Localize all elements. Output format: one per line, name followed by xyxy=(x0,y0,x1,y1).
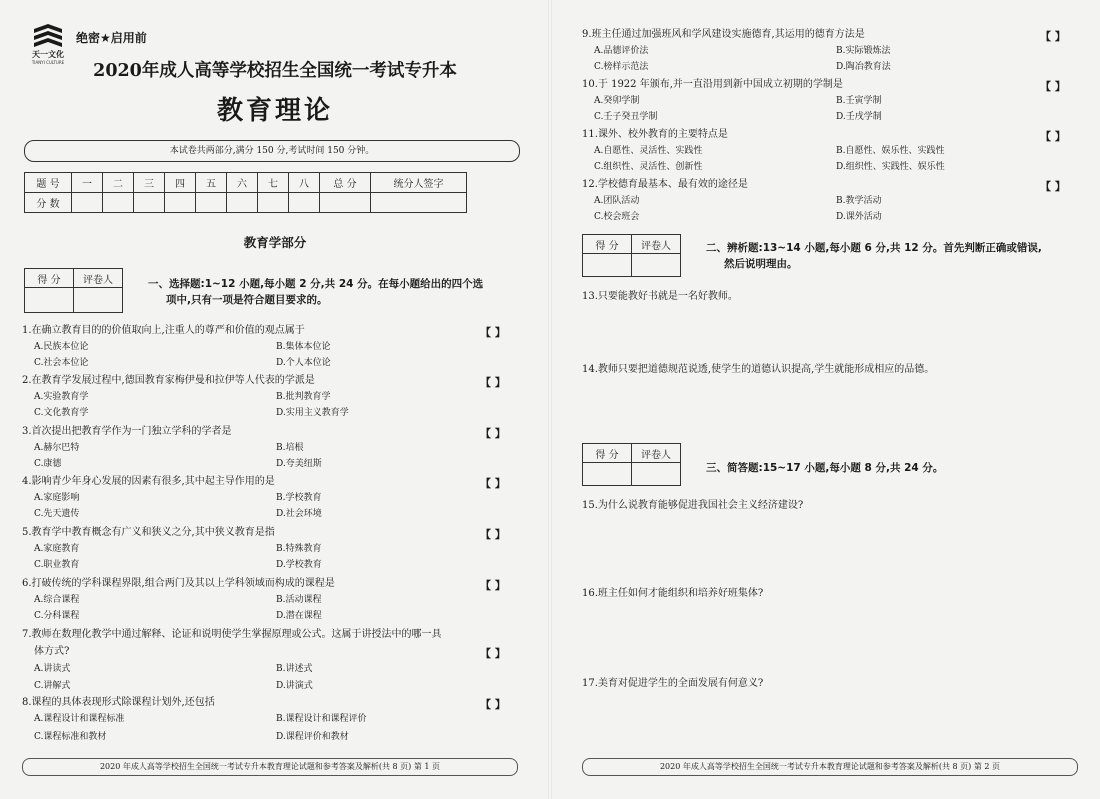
score-input-cell[interactable] xyxy=(289,193,320,213)
option-a[interactable]: A.自愿性、灵活性、实践性 xyxy=(594,146,703,156)
option-b[interactable]: B.学校教育 xyxy=(276,493,322,503)
option-b[interactable]: B.培根 xyxy=(276,443,304,453)
option-c[interactable]: C.讲解式 xyxy=(34,681,71,691)
option-c[interactable]: C.分科课程 xyxy=(34,611,80,621)
question-14-stem: 14.教师只要把道德规范说透,使学生的道德认识提高,学生就能形成相应的品德。 xyxy=(582,364,935,375)
option-d[interactable]: D.社会环境 xyxy=(276,509,322,519)
option-a[interactable]: A.讲读式 xyxy=(34,664,71,674)
option-d[interactable]: D.潜在课程 xyxy=(276,611,322,621)
score-table xyxy=(24,172,467,213)
score-table-cell: 五 xyxy=(196,173,227,193)
answer-bracket[interactable]: 【 】 xyxy=(480,376,506,389)
option-a[interactable]: A.品德评价法 xyxy=(594,46,649,56)
grader-score-label: 得 分 xyxy=(583,235,632,254)
question-7-stem: 7.教师在数理化教学中通过解释、论证和说明使学生掌握原理或公式。这属于讲授法中的哪一具 xyxy=(22,629,442,640)
option-d[interactable]: D.陶冶教育法 xyxy=(836,62,891,72)
question-15-stem: 15.为什么说教育能够促进我国社会主义经济建设? xyxy=(582,500,804,511)
question-10-stem: 10.于 1922 年颁布,并一直沿用到新中国成立初期的学制是 xyxy=(582,79,843,90)
option-b[interactable]: B.壬寅学制 xyxy=(836,96,882,106)
option-c[interactable]: C.壬子癸丑学制 xyxy=(594,112,658,122)
question-13-stem: 13.只要能教好书就是一名好教师。 xyxy=(582,291,738,302)
option-b[interactable]: B.批判教育学 xyxy=(276,392,331,402)
option-a[interactable]: A.家庭影响 xyxy=(34,493,80,503)
secret-label: 绝密★启用前 xyxy=(76,31,147,45)
option-c[interactable]: C.先天遗传 xyxy=(34,509,80,519)
question-3-stem: 3.首次提出把教育学作为一门独立学科的学者是 xyxy=(22,426,232,437)
option-a[interactable]: A.课程设计和课程标准 xyxy=(34,714,125,724)
score-input-cell[interactable] xyxy=(227,193,258,213)
logo-text: 天一文化 xyxy=(32,50,64,59)
option-d[interactable]: D.壬戌学制 xyxy=(836,112,882,122)
grader-score-cell[interactable] xyxy=(583,463,632,486)
grader-table-1 xyxy=(24,268,123,313)
grader-score-cell[interactable] xyxy=(583,254,632,277)
option-d[interactable]: D.课程评价和教材 xyxy=(276,732,349,742)
grader-table-2 xyxy=(582,234,681,277)
option-d[interactable]: D.个人本位论 xyxy=(276,358,331,368)
grader-score-label: 得 分 xyxy=(583,444,632,463)
score-input-cell[interactable] xyxy=(196,193,227,213)
option-b[interactable]: B.自愿性、娱乐性、实践性 xyxy=(836,146,945,156)
exam-info-box: 本试卷共两部分,满分 150 分,考试时间 150 分钟。 xyxy=(24,140,520,162)
score-table-cell: 八 xyxy=(289,173,320,193)
option-c[interactable]: C.榜样示范法 xyxy=(594,62,649,72)
score-table-cell: 题 号 xyxy=(25,173,72,193)
option-a[interactable]: A.民族本位论 xyxy=(34,342,89,352)
answer-bracket[interactable]: 【 】 xyxy=(1040,80,1066,93)
grader-table-3 xyxy=(582,443,681,486)
option-b[interactable]: B.讲述式 xyxy=(276,664,313,674)
grader-reviewer-cell[interactable] xyxy=(632,254,681,277)
option-d[interactable]: D.夸美纽斯 xyxy=(276,459,322,469)
question-8-stem: 8.课程的具体表现形式除课程计划外,还包括 xyxy=(22,697,215,708)
subject-title: 教育理论 xyxy=(216,96,333,126)
score-input-cell[interactable] xyxy=(72,193,103,213)
score-table-cell: 总 分 xyxy=(320,173,371,193)
score-table-cell: 二 xyxy=(103,173,134,193)
score-table-cell: 七 xyxy=(258,173,289,193)
question-5-stem: 5.教育学中教育概念有广义和狭义之分,其中狭义教育是指 xyxy=(22,527,275,538)
option-d[interactable]: D.讲演式 xyxy=(276,681,313,691)
grader-reviewer-cell[interactable] xyxy=(74,288,123,313)
grader-reviewer-label: 评卷人 xyxy=(632,444,681,463)
grader-score-label: 得 分 xyxy=(25,269,74,288)
answer-bracket[interactable]: 【 】 xyxy=(1040,130,1066,143)
question-9-stem: 9.班主任通过加强班风和学风建设实施德育,其运用的德育方法是 xyxy=(582,29,865,40)
answer-bracket[interactable]: 【 】 xyxy=(480,477,506,490)
option-a[interactable]: A.团队活动 xyxy=(594,196,640,206)
option-c[interactable]: C.组织性、灵活性、创新性 xyxy=(594,162,703,172)
answer-bracket[interactable]: 【 】 xyxy=(480,528,506,541)
section-1-heading: 一、选择题:1~12 小题,每小题 2 分,共 24 分。在每小题给出的四个选 项中,只有一项是符合题目要求的。 xyxy=(148,278,484,306)
option-a[interactable]: A.赫尔巴特 xyxy=(34,443,80,453)
score-table-cell: 一 xyxy=(72,173,103,193)
answer-bracket[interactable]: 【 】 xyxy=(480,326,506,339)
exam-title: 2020年成人高等学校招生全国统一考试专升本 xyxy=(93,61,457,81)
answer-bracket[interactable]: 【 】 xyxy=(480,698,506,711)
answer-bracket[interactable]: 【 】 xyxy=(480,579,506,592)
page-footer: 2020 年成人高等学校招生全国统一考试专升本教育理论试题和参考答案及解析(共 8 页) 第 1 页 xyxy=(22,758,518,776)
question-4-stem: 4.影响青少年身心发展的因素有很多,其中起主导作用的是 xyxy=(22,476,275,487)
score-input-cell[interactable] xyxy=(165,193,196,213)
option-b[interactable]: B.课程设计和课程评价 xyxy=(276,714,367,724)
option-c[interactable]: C.文化教育学 xyxy=(34,408,89,418)
answer-bracket[interactable]: 【 】 xyxy=(480,427,506,440)
option-d[interactable]: D.课外活动 xyxy=(836,212,882,222)
option-c[interactable]: C.康德 xyxy=(34,459,62,469)
option-b[interactable]: B.集体本位论 xyxy=(276,342,331,352)
option-a[interactable]: A.癸卯学制 xyxy=(594,96,640,106)
question-17-stem: 17.美育对促进学生的全面发展有何意义? xyxy=(582,678,764,689)
option-c[interactable]: C.职业教育 xyxy=(34,560,80,570)
option-b[interactable]: B.教学活动 xyxy=(836,196,882,206)
answer-bracket[interactable]: 【 】 xyxy=(1040,30,1066,43)
question-2-stem: 2.在教育学发展过程中,德国教育家梅伊曼和拉伊等人代表的学派是 xyxy=(22,375,315,386)
score-input-cell[interactable] xyxy=(103,193,134,213)
score-input-cell[interactable] xyxy=(134,193,165,213)
part-title: 教育学部分 xyxy=(243,235,307,250)
option-a[interactable]: A.综合课程 xyxy=(34,595,80,605)
score-table-cell: 六 xyxy=(227,173,258,193)
option-b[interactable]: B.实际锻炼法 xyxy=(836,46,891,56)
section-3-heading: 三、简答题:15~17 小题,每小题 8 分,共 24 分。 xyxy=(706,462,944,474)
option-b[interactable]: B.活动课程 xyxy=(276,595,322,605)
option-a[interactable]: A.实验教育学 xyxy=(34,392,89,402)
score-table-cell: 四 xyxy=(165,173,196,193)
score-table-score-row xyxy=(25,193,467,213)
option-a[interactable]: A.家庭教育 xyxy=(34,544,80,554)
section-2-heading: 二、辨析题:13~14 小题,每小题 6 分,共 12 分。首先判断正确或错误, 然后说明理由。 xyxy=(706,242,1042,270)
option-d[interactable]: D.学校教育 xyxy=(276,560,322,570)
option-d[interactable]: D.组织性、实践性、娱乐性 xyxy=(836,162,945,172)
score-table-cell: 三 xyxy=(134,173,165,193)
question-11-stem: 11.课外、校外教育的主要特点是 xyxy=(582,129,728,140)
grader-reviewer-label: 评卷人 xyxy=(632,235,681,254)
score-input-cell[interactable] xyxy=(320,193,371,213)
question-12-stem: 12.学校德育最基本、最有效的途径是 xyxy=(582,179,748,190)
chevron-logo-icon xyxy=(32,24,64,50)
score-table-cell: 分 数 xyxy=(25,193,72,213)
option-c[interactable]: C.校会班会 xyxy=(594,212,640,222)
score-input-cell[interactable] xyxy=(258,193,289,213)
answer-bracket[interactable]: 【 】 xyxy=(480,647,506,660)
option-d[interactable]: D.实用主义教育学 xyxy=(276,408,349,418)
grader-score-cell[interactable] xyxy=(25,288,74,313)
logo-text-en: TIANYI CULTURE xyxy=(31,60,65,65)
option-b[interactable]: B.特殊教育 xyxy=(276,544,322,554)
question-6-stem: 6.打破传统的学科课程界限,组合两门及其以上学科领域而构成的课程是 xyxy=(22,578,335,589)
option-c[interactable]: C.课程标准和教材 xyxy=(34,732,107,742)
page-footer: 2020 年成人高等学校招生全国统一考试专升本教育理论试题和参考答案及解析(共 8 页) 第 2 页 xyxy=(582,758,1078,776)
score-input-cell[interactable] xyxy=(371,193,467,213)
page-2 xyxy=(550,0,1100,799)
score-table-cell: 统分人签字 xyxy=(371,173,467,193)
score-table-header-row xyxy=(25,173,467,193)
question-7-stem-cont: 体方式? xyxy=(34,646,70,657)
option-c[interactable]: C.社会本位论 xyxy=(34,358,89,368)
grader-reviewer-label: 评卷人 xyxy=(74,269,123,288)
answer-bracket[interactable]: 【 】 xyxy=(1040,180,1066,193)
grader-reviewer-cell[interactable] xyxy=(632,463,681,486)
question-16-stem: 16.班主任如何才能组织和培养好班集体? xyxy=(582,588,764,599)
question-1-stem: 1.在确立教育目的的价值取向上,注重人的尊严和价值的观点属于 xyxy=(22,325,305,336)
